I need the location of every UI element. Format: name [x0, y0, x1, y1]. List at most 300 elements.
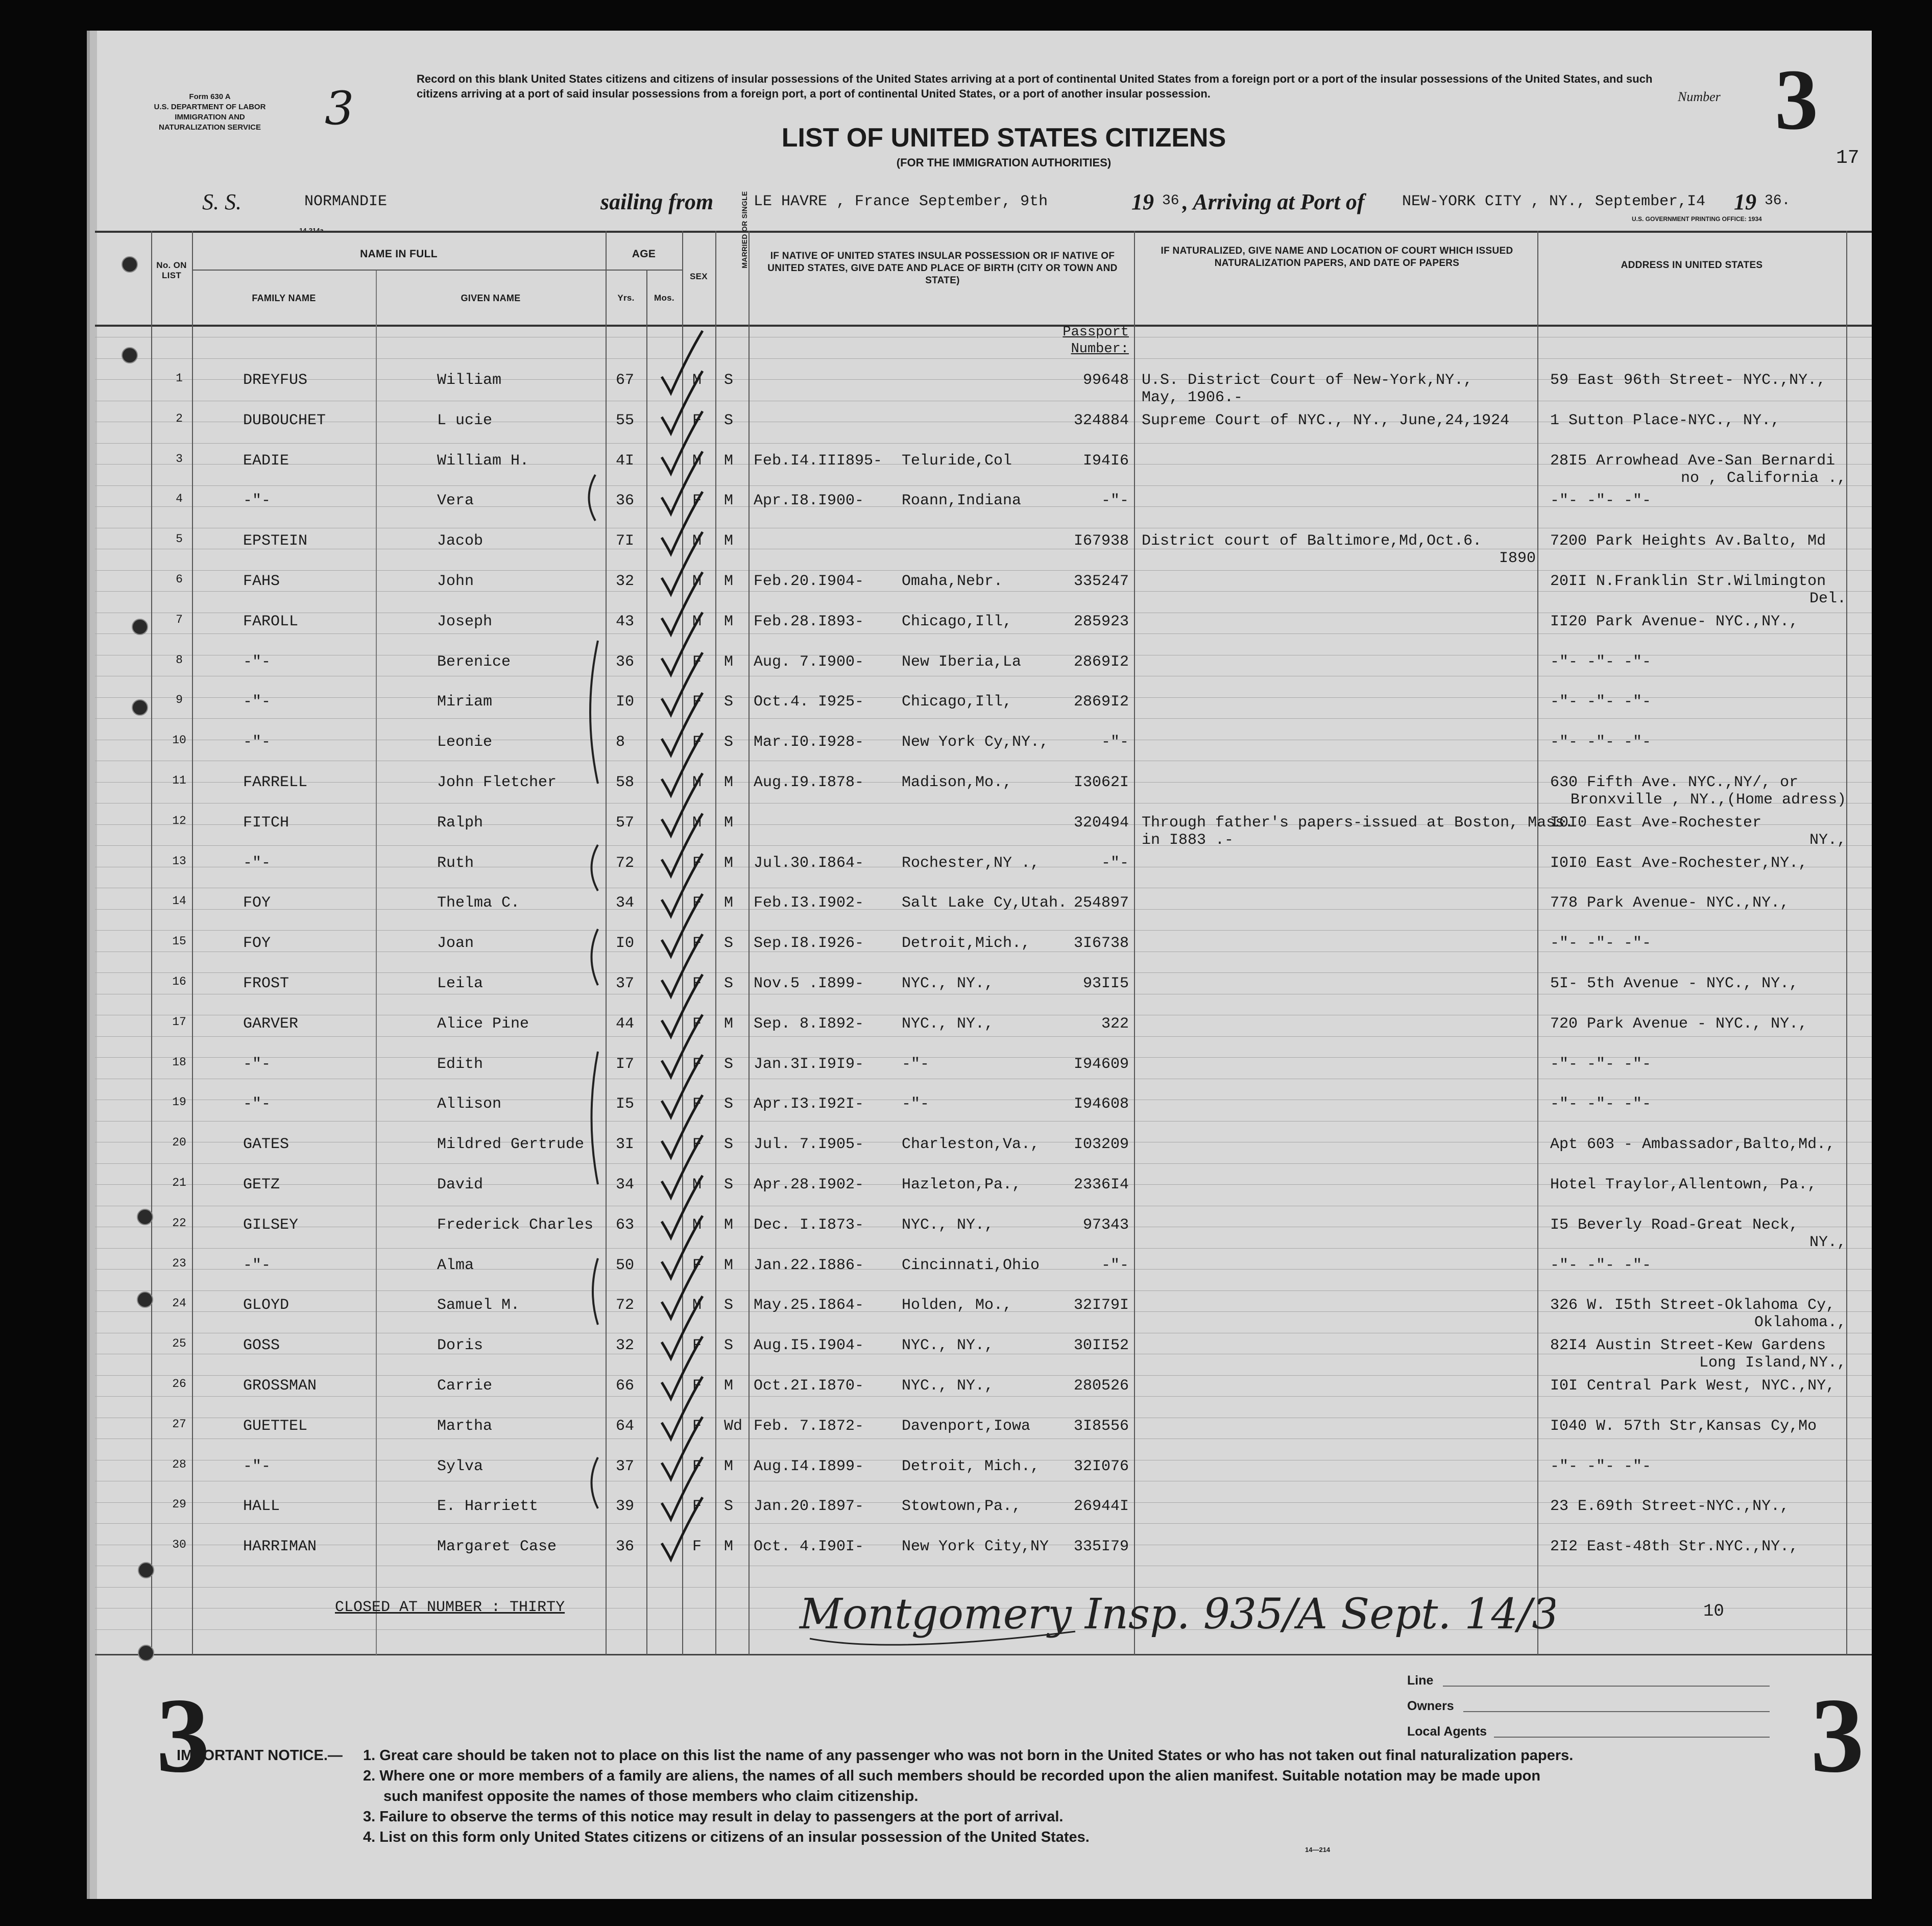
- birth-place: Teluride,Col: [902, 452, 1012, 470]
- us-address: -"- -"- -"-: [1550, 492, 1652, 510]
- us-address: 2I2 East-48th Str.NYC.,NY.,: [1550, 1538, 1799, 1556]
- naturalization-info: U.S. District Court of New-York,NY.,: [1142, 372, 1473, 389]
- ruled-line: [95, 972, 1872, 973]
- us-address: -"- -"- -"-: [1550, 1095, 1652, 1113]
- passport-number: 322: [1101, 1015, 1129, 1033]
- given-name: Sylva: [437, 1457, 484, 1475]
- passport-number: I03209: [1073, 1136, 1129, 1154]
- col-divider: [1537, 231, 1538, 1655]
- ruled-line: [95, 718, 1872, 719]
- marital-status: S: [724, 693, 734, 711]
- birth-date: May.25.I864-: [754, 1297, 864, 1314]
- us-address: Apt 603 - Ambassador,Balto,Md.,: [1550, 1136, 1836, 1154]
- closed-note: CLOSED AT NUMBER : THIRTY: [335, 1599, 565, 1616]
- age-years: 34: [616, 1176, 635, 1193]
- age-years: 57: [616, 814, 635, 832]
- given-name: Mildred Gertrude: [437, 1136, 585, 1154]
- inspector-signature: [789, 1582, 1555, 1656]
- row-number: 24: [172, 1297, 186, 1310]
- age-years: 39: [616, 1498, 635, 1516]
- col-divider: [376, 271, 377, 1655]
- marital-status: S: [724, 1136, 734, 1154]
- binding-hole: [138, 1562, 154, 1578]
- binding-hole: [138, 1645, 154, 1661]
- row-number: 1: [176, 372, 183, 385]
- age-years: 32: [616, 573, 635, 590]
- birth-place: Stowtown,Pa.,: [902, 1498, 1022, 1516]
- notice-3: 3. Failure to observe the terms of this notice may result in delay to passengers at the port of arrival.: [363, 1809, 1064, 1825]
- naturalization-info: Through father's papers-issued at Boston, Mass.: [1142, 814, 1574, 832]
- family-name: FROST: [243, 975, 289, 992]
- passport-number: 324884: [1073, 411, 1129, 429]
- birth-place: -"-: [902, 1055, 930, 1073]
- family-name: FITCH: [243, 814, 289, 832]
- us-address-continued: NY.,: [1809, 1233, 1846, 1251]
- marital-status: M: [724, 1538, 734, 1556]
- passport-number: 93II5: [1082, 975, 1129, 992]
- binding-hole: [132, 619, 148, 635]
- given-name: Margaret Case: [437, 1538, 557, 1556]
- passport-number: 285923: [1073, 613, 1129, 630]
- marital-status: S: [724, 1498, 734, 1516]
- us-address-continued: Long Island,NY.,: [1699, 1354, 1846, 1372]
- birth-date: Aug.I4.I899-: [754, 1457, 864, 1475]
- birth-place: Holden, Mo.,: [902, 1297, 1012, 1314]
- row-number: 18: [172, 1055, 186, 1069]
- us-address: I0I Central Park West, NYC.,NY,: [1550, 1377, 1836, 1395]
- us-address: 82I4 Austin Street-Kew Gardens: [1550, 1337, 1826, 1355]
- row-number: 25: [172, 1337, 186, 1351]
- row-number: 2: [176, 411, 183, 425]
- arrival-year-prefix: 19: [1734, 189, 1756, 214]
- naturalization-info: District court of Baltimore,Md,Oct.6.: [1142, 532, 1482, 550]
- row-number: 14: [172, 894, 186, 908]
- us-address: 326 W. I5th Street-Oklahoma Cy,: [1550, 1297, 1836, 1314]
- family-name: GUETTEL: [243, 1417, 308, 1435]
- checkmark-column: [641, 316, 794, 1623]
- age-years: 67: [616, 372, 635, 389]
- birth-date: Oct.4. I925-: [754, 693, 864, 711]
- row-number: 6: [176, 573, 183, 586]
- us-address: II20 Park Avenue- NYC.,NY.,: [1550, 613, 1799, 630]
- signature-text: Montgomery Insp. 935/A Sept. 14/36: [800, 1590, 1555, 1639]
- marital-status: S: [724, 1297, 734, 1314]
- age-years: 43: [616, 613, 635, 630]
- ruled-line: [95, 930, 1872, 931]
- family-name: -"-: [243, 1457, 271, 1475]
- us-address: I040 W. 57th Str,Kansas Cy,Mo: [1550, 1417, 1817, 1435]
- ruled-line: [95, 1523, 1872, 1524]
- sex: F: [692, 1498, 702, 1516]
- sex: F: [692, 1377, 702, 1395]
- given-name: Carrie: [437, 1377, 493, 1395]
- row-number: 30: [172, 1538, 186, 1552]
- given-name: Jacob: [437, 532, 484, 550]
- binding-hole: [122, 256, 138, 273]
- age-years: 63: [616, 1216, 635, 1234]
- family-name: GETZ: [243, 1176, 280, 1193]
- sex: F: [692, 1055, 702, 1073]
- sex: M: [692, 573, 702, 590]
- birth-place: Chicago,Ill,: [902, 693, 1012, 711]
- row-number: 7: [176, 613, 183, 626]
- passport-number: 2869I2: [1073, 653, 1129, 671]
- birth-date: Apr.28.I902-: [754, 1176, 864, 1193]
- important-notice-title: IMPORTANT NOTICE.—: [177, 1747, 343, 1764]
- sex: M: [692, 1176, 702, 1193]
- age-years: 36: [616, 492, 635, 510]
- sex: M: [692, 372, 702, 389]
- given-name: Allison: [437, 1095, 502, 1113]
- marital-status: Wd: [724, 1417, 743, 1435]
- sub-header-rule: [192, 270, 682, 271]
- age-years: 4I: [616, 452, 635, 470]
- birth-place: Madison,Mo.,: [902, 774, 1012, 791]
- agents-label: Local Agents: [1407, 1724, 1487, 1739]
- age-years: I5: [616, 1095, 635, 1113]
- sex: F: [692, 1136, 702, 1154]
- birth-date: Aug. 7.I900-: [754, 653, 864, 671]
- age-years: 72: [616, 854, 635, 872]
- marital-status: S: [724, 1095, 734, 1113]
- age-years: 32: [616, 1337, 635, 1355]
- given-name: Alice Pine: [437, 1015, 529, 1033]
- age-years: 3I: [616, 1136, 635, 1154]
- header-birth: IF NATIVE OF UNITED STATES INSULAR POSSESSION OR IF NATIVE OF UNITED STATES, GIVE DATE AND PLACE OF BIRTH (CITY OR TOWN AND STATE): [767, 251, 1118, 286]
- age-years: 7I: [616, 532, 635, 550]
- arrival-port: NEW-YORK CITY , NY., September,I4: [1402, 193, 1706, 210]
- family-name: DREYFUS: [243, 372, 308, 389]
- us-address: -"- -"- -"-: [1550, 734, 1652, 751]
- birth-place: New Iberia,La: [902, 653, 1022, 671]
- family-name: GOSS: [243, 1337, 280, 1355]
- passport-number: -"-: [1101, 492, 1129, 510]
- sex: F: [692, 1538, 702, 1556]
- sex: M: [692, 532, 702, 550]
- passport-label: Passport Number:: [1062, 325, 1129, 357]
- family-name: -"-: [243, 492, 271, 510]
- age-years: 37: [616, 975, 635, 992]
- given-name: Ralph: [437, 814, 484, 832]
- service-label-2: NATURALIZATION SERVICE: [158, 123, 261, 132]
- birth-place: Omaha,Nebr.: [902, 573, 1003, 590]
- age-years: 8: [616, 734, 625, 751]
- given-name: Leonie: [437, 734, 493, 751]
- family-name: EPSTEIN: [243, 532, 308, 550]
- footer-right-number: 3: [1810, 1676, 1864, 1795]
- header-months: Mos.: [654, 293, 674, 303]
- family-name: FOY: [243, 935, 271, 953]
- birth-date: Sep.I8.I926-: [754, 935, 864, 953]
- row-number: 19: [172, 1095, 186, 1109]
- page-subtitle: (FOR THE IMMIGRATION AUTHORITIES): [896, 156, 1112, 169]
- age-years: I0: [616, 693, 635, 711]
- marital-status: S: [724, 1337, 734, 1355]
- birth-place: NYC., NY.,: [902, 1216, 994, 1234]
- marital-status: S: [724, 935, 734, 953]
- ruled-line: [95, 1375, 1872, 1376]
- marital-status: S: [724, 1055, 734, 1073]
- family-name: GLOYD: [243, 1297, 289, 1314]
- us-address: 5I- 5th Avenue - NYC., NY.,: [1550, 975, 1799, 992]
- family-name: FARRELL: [243, 774, 308, 791]
- sex: F: [692, 935, 702, 953]
- sex: M: [692, 613, 702, 630]
- us-address: -"- -"- -"-: [1550, 1055, 1652, 1073]
- row-number: 21: [172, 1176, 186, 1189]
- birth-date: Feb.I3.I902-: [754, 894, 864, 912]
- given-name: Joan: [437, 935, 474, 953]
- header-name-in-full: NAME IN FULL: [360, 248, 438, 260]
- col-divider: [1134, 231, 1135, 1655]
- birth-place: NYC., NY.,: [902, 1015, 994, 1033]
- row-number: 10: [172, 734, 186, 747]
- us-address: -"- -"- -"-: [1550, 693, 1652, 711]
- birth-place: Roann,Indiana: [902, 492, 1022, 510]
- passport-number: 2869I2: [1073, 693, 1129, 711]
- age-years: 37: [616, 1457, 635, 1475]
- checkmark: [662, 1497, 703, 1559]
- given-name: William H.: [437, 452, 529, 470]
- sex: F: [692, 411, 702, 429]
- sex: F: [692, 894, 702, 912]
- family-name: -"-: [243, 653, 271, 671]
- birth-place: Charleston,Va.,: [902, 1136, 1040, 1154]
- birth-date: Feb.20.I904-: [754, 573, 864, 590]
- given-name: Alma: [437, 1256, 474, 1274]
- ruled-line: [95, 1163, 1872, 1164]
- birth-date: Mar.I0.I928-: [754, 734, 864, 751]
- naturalization-info-continued: I890: [1499, 550, 1536, 568]
- passport-number: 32I076: [1073, 1457, 1129, 1475]
- header-married-single: MARRIED OR SINGLE: [740, 191, 748, 269]
- row-number: 12: [172, 814, 186, 827]
- sex: F: [692, 1337, 702, 1355]
- row-number: 9: [176, 693, 183, 707]
- family-name: -"-: [243, 854, 271, 872]
- family-name: -"-: [243, 693, 271, 711]
- age-years: I7: [616, 1055, 635, 1073]
- form-number: Form 630 A: [189, 92, 231, 101]
- row-number: 16: [172, 975, 186, 988]
- marital-status: M: [724, 1256, 734, 1274]
- us-address: 28I5 Arrowhead Ave-San Bernardi: [1550, 452, 1836, 470]
- passport-number: I67938: [1073, 532, 1129, 550]
- passport-number: 254897: [1073, 894, 1129, 912]
- row-number: 20: [172, 1136, 186, 1150]
- side-count: 10: [1703, 1602, 1724, 1621]
- sex: F: [692, 492, 702, 510]
- birth-date: Dec. I.I873-: [754, 1216, 864, 1234]
- marital-status: S: [724, 1176, 734, 1193]
- header-no-on-list: No. ON LIST: [156, 260, 187, 280]
- family-name: EADIE: [243, 452, 289, 470]
- us-address: -"- -"- -"-: [1550, 1457, 1652, 1475]
- birth-date: Oct.2I.I870-: [754, 1377, 864, 1395]
- sex: M: [692, 814, 702, 832]
- given-name: Leila: [437, 975, 484, 992]
- arrival-year-suffix: 36.: [1765, 193, 1791, 209]
- sex: F: [692, 693, 702, 711]
- header-given-name: GIVEN NAME: [461, 293, 521, 303]
- owners-underline: [1463, 1711, 1770, 1712]
- passport-number: 2336I4: [1073, 1176, 1129, 1193]
- birth-place: Hazleton,Pa.,: [902, 1176, 1022, 1193]
- header-years: Yrs.: [617, 293, 635, 303]
- given-name: Samuel M.: [437, 1297, 520, 1314]
- col-divider: [1846, 231, 1847, 1655]
- birth-place: NYC., NY.,: [902, 975, 994, 992]
- us-address: -"- -"- -"-: [1550, 653, 1652, 671]
- birth-place: Detroit,Mich.,: [902, 935, 1031, 953]
- marital-status: M: [724, 1216, 734, 1234]
- footer-code: 14—214: [1305, 1846, 1331, 1854]
- sex: F: [692, 1457, 702, 1475]
- birth-place: Cincinnati,Ohio: [902, 1256, 1040, 1274]
- birth-date: Sep. 8.I892-: [754, 1015, 864, 1033]
- marital-status: S: [724, 411, 734, 429]
- birth-place: Detroit, Mich.,: [902, 1457, 1040, 1475]
- given-name: Joseph: [437, 613, 493, 630]
- agents-underline: [1494, 1737, 1770, 1738]
- birth-date: Apr.I3.I92I-: [754, 1095, 864, 1113]
- us-address: 720 Park Avenue - NYC., NY.,: [1550, 1015, 1808, 1033]
- year-suffix: 36: [1162, 193, 1179, 209]
- ruled-line: [95, 570, 1872, 571]
- marital-status: M: [724, 894, 734, 912]
- ruled-line: [95, 1121, 1872, 1122]
- sex: F: [692, 1417, 702, 1435]
- family-brackets: [560, 337, 611, 1644]
- birth-date: Feb. 7.I872-: [754, 1417, 864, 1435]
- family-name: -"-: [243, 1055, 271, 1073]
- row-number: 26: [172, 1377, 186, 1391]
- passport-number: 280526: [1073, 1377, 1129, 1395]
- passport-number: 320494: [1073, 814, 1129, 832]
- ruled-line: [95, 1290, 1872, 1291]
- family-name: HARRIMAN: [243, 1538, 317, 1556]
- birth-place: Rochester,NY .,: [902, 854, 1040, 872]
- row-number: 27: [172, 1417, 186, 1431]
- us-address: 59 East 96th Street- NYC.,NY.,: [1550, 372, 1826, 389]
- birth-date: Feb.I4.III895-: [754, 452, 883, 470]
- given-name: Edith: [437, 1055, 484, 1073]
- age-years: 50: [616, 1256, 635, 1274]
- family-name: GROSSMAN: [243, 1377, 317, 1395]
- us-address: 7200 Park Heights Av.Balto, Md: [1550, 532, 1826, 550]
- sex: F: [692, 1095, 702, 1113]
- family-name: FAHS: [243, 573, 280, 590]
- sheet-hand-number: 3: [325, 82, 354, 135]
- departure-info: LE HAVRE , France September, 9th: [754, 193, 1048, 210]
- passport-number: 97343: [1082, 1216, 1129, 1234]
- marital-status: M: [724, 1377, 734, 1395]
- us-address: 1 Sutton Place-NYC., NY.,: [1550, 411, 1780, 429]
- age-years: 58: [616, 774, 635, 791]
- binding-hole: [122, 347, 138, 363]
- given-name: Doris: [437, 1337, 484, 1355]
- birth-date: Apr.I8.I900-: [754, 492, 864, 510]
- family-name: -"-: [243, 1256, 271, 1274]
- notice-2: 2. Where one or more members of a family are aliens, the names of all such members should be recorded upon the alien manifest. Suitable notation may be made upon: [363, 1768, 1541, 1784]
- ss-label: S. S.: [202, 189, 242, 214]
- header-bottom-rule: [95, 325, 1872, 327]
- sex: F: [692, 854, 702, 872]
- marital-status: M: [724, 854, 734, 872]
- us-address: I5 Beverly Road-Great Neck,: [1550, 1216, 1799, 1234]
- notice-2-continued: such manifest opposite the names of those members who claim citizenship.: [383, 1788, 919, 1805]
- ruled-line: [95, 1036, 1872, 1037]
- passport-number: 99648: [1082, 372, 1129, 389]
- marital-status: S: [724, 975, 734, 992]
- marital-status: M: [724, 452, 734, 470]
- passport-number: I94609: [1073, 1055, 1129, 1073]
- given-name: William: [437, 372, 502, 389]
- age-years: 64: [616, 1417, 635, 1435]
- row-number: 17: [172, 1015, 186, 1029]
- passport-number: -"-: [1101, 1256, 1129, 1274]
- department-label: U.S. DEPARTMENT OF LABOR: [154, 103, 266, 111]
- passport-number: 335247: [1073, 573, 1129, 590]
- us-address: 778 Park Avenue- NYC.,NY.,: [1550, 894, 1790, 912]
- us-address: Hotel Traylor,Allentown, Pa.,: [1550, 1176, 1817, 1193]
- birth-date: Feb.28.I893-: [754, 613, 864, 630]
- us-address: 20II N.Franklin Str.Wilmington: [1550, 573, 1826, 590]
- us-address-continued: Del.: [1809, 590, 1846, 607]
- age-years: 36: [616, 1538, 635, 1556]
- given-name: Martha: [437, 1417, 493, 1435]
- birth-place: NYC., NY.,: [902, 1377, 994, 1395]
- birth-place: -"-: [902, 1095, 930, 1113]
- birth-date: Jan.22.I886-: [754, 1256, 864, 1274]
- marital-status: M: [724, 1015, 734, 1033]
- birth-date: Nov.5 .I899-: [754, 975, 864, 992]
- us-address-continued: Bronxville , NY.,(Home adress): [1570, 791, 1846, 809]
- year-prefix: 19: [1131, 189, 1154, 214]
- us-address: I0I0 East Ave-Rochester,NY.,: [1550, 854, 1808, 872]
- marital-status: M: [724, 532, 734, 550]
- us-address: -"- -"- -"-: [1550, 935, 1652, 953]
- us-address: -"- -"- -"-: [1550, 1256, 1652, 1274]
- row-number: 23: [172, 1256, 186, 1270]
- row-number: 4: [176, 492, 183, 506]
- header-naturalized: IF NATURALIZED, GIVE NAME AND LOCATION OF COURT WHICH ISSUED NATURALIZATION PAPERS, AND DATE OF PAPERS: [1161, 246, 1513, 269]
- birth-date: Jul.30.I864-: [754, 854, 864, 872]
- marital-status: S: [724, 372, 734, 389]
- family-name: GATES: [243, 1136, 289, 1154]
- given-name: Frederick Charles: [437, 1216, 594, 1234]
- ruled-line: [95, 633, 1872, 634]
- passport-number: I94I6: [1082, 452, 1129, 470]
- birth-date: Jul. 7.I905-: [754, 1136, 864, 1154]
- passport-number: -"-: [1101, 734, 1129, 751]
- birth-date: Aug.I9.I878-: [754, 774, 864, 791]
- birth-place: New York City,NY: [902, 1538, 1049, 1556]
- table-top-rule: [95, 231, 1872, 233]
- ship-name: NORMANDIE: [304, 193, 388, 210]
- family-name: HALL: [243, 1498, 280, 1516]
- binding-hole: [137, 1291, 153, 1308]
- birth-place: Chicago,Ill,: [902, 613, 1012, 630]
- family-name: FOY: [243, 894, 271, 912]
- binding-hole: [137, 1209, 153, 1225]
- marital-status: S: [724, 734, 734, 751]
- passport-number: 3I8556: [1073, 1417, 1129, 1435]
- header-sex: SEX: [690, 272, 708, 281]
- birth-date: Jan.3I.I9I9-: [754, 1055, 864, 1073]
- row-number: 22: [172, 1216, 186, 1230]
- sex: F: [692, 975, 702, 992]
